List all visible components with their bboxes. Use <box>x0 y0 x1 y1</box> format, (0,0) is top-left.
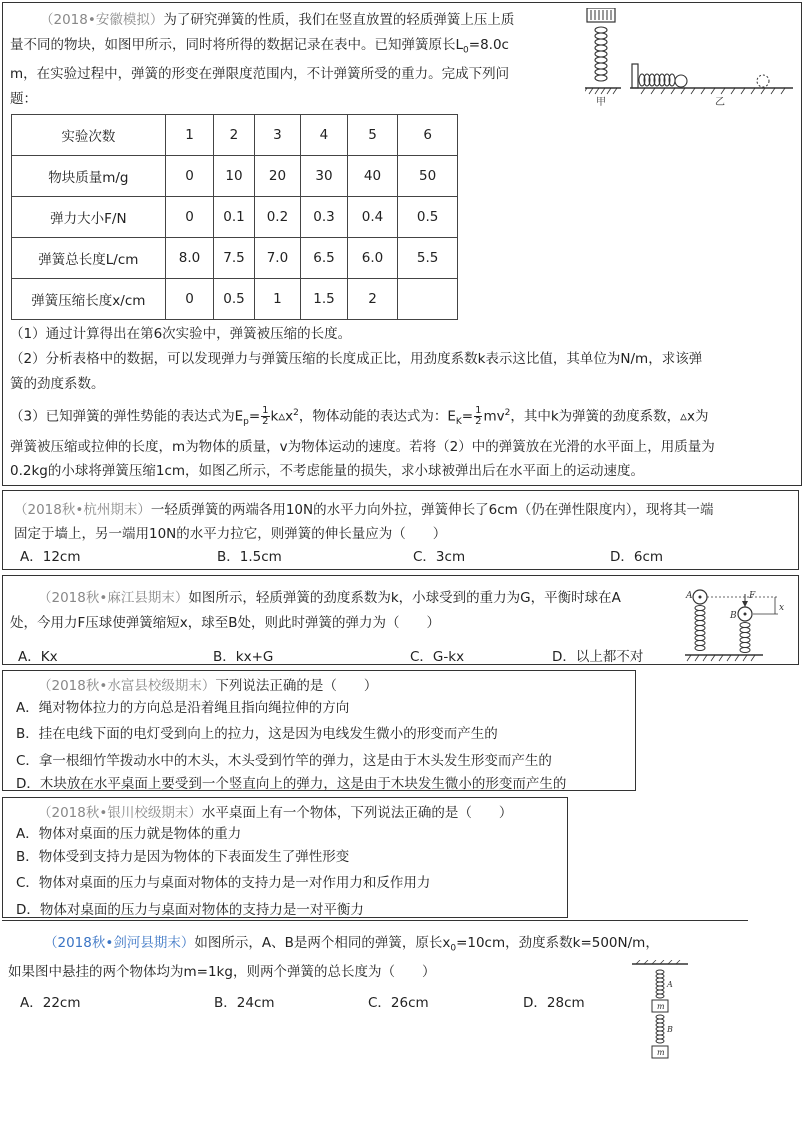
table-cell: 弹力大小F/N <box>12 197 166 238</box>
fig-label-jia: 甲 <box>596 97 606 108</box>
table-cell: 弹簧压缩长度x/cm <box>12 279 166 320</box>
table-cell: 1 <box>165 115 214 156</box>
table-cell: 20 <box>254 156 301 197</box>
q2-text-line-1: （2018秋•杭州期末）一轻质弹簧的两端各用10N的水平力向外拉，弹簧伸长了6cm（仍在弹性限度内），现将其一端 <box>14 502 714 518</box>
q1-part-2-line-2: 簧的劲度系数。 <box>10 376 105 392</box>
table-cell: 6 <box>398 115 458 156</box>
table-cell: 实验次数 <box>12 115 166 156</box>
q6-source: （2018秋•剑河县期末） <box>44 935 195 951</box>
q1-part-3-line-3: 0.2kg的小球将弹簧压缩1cm，如图乙所示，不考虑能量的损失，求小球被弹出后在水平面上的运动速度。 <box>10 463 645 479</box>
q3-source: （2018秋•麻江县期末） <box>38 590 189 606</box>
q3-option-d[interactable]: D．以上都不对 <box>552 649 644 665</box>
table-cell: 6.0 <box>347 238 398 279</box>
table-cell: 5.5 <box>398 238 458 279</box>
table-row <box>12 197 458 238</box>
table-cell: 4 <box>301 115 348 156</box>
q4-option-d[interactable]: D．木块放在水平桌面上要受到一个竖直向上的弹力，这是由于木块发生微小的形变而产生的 <box>16 776 567 792</box>
table-cell: 40 <box>347 156 398 197</box>
table-row <box>12 156 458 197</box>
q5-text-line: （2018秋•银川校级期末）水平桌面上有一个物体，下列说法正确的是（ ） <box>38 805 513 821</box>
q3-text-line-1: （2018秋•麻江县期末）如图所示，轻质弹簧的劲度系数为k，小球受到的重力为G，平衡时球在A <box>38 590 621 606</box>
q6-top-divider <box>2 920 748 921</box>
q1-intro-line-4: 题： <box>10 91 37 107</box>
q1-spring-figure <box>585 8 795 108</box>
q4-source: （2018秋•水富县校级期末） <box>38 678 216 694</box>
q1-intro-line-3: m，在实验过程中，弹簧的形变在弹限度范围内，不计弹簧所受的重力。完成下列问 <box>10 66 510 82</box>
q6-option-b[interactable]: B．24cm <box>214 995 275 1011</box>
q4-text-line: （2018秋•水富县校级期末）下列说法正确的是（ ） <box>38 678 378 694</box>
q2-option-c[interactable]: C．3cm <box>413 549 466 565</box>
svg-text:F: F <box>749 591 756 601</box>
table-cell: 0.4 <box>347 197 398 238</box>
q5-option-b[interactable]: B．物体受到支持力是因为物体的下表面发生了弹性形变 <box>16 849 350 865</box>
svg-text:x: x <box>779 603 785 613</box>
q5-source: （2018秋•银川校级期末） <box>38 805 202 821</box>
q2-option-d[interactable]: D．6cm <box>610 549 664 565</box>
q1-data-table <box>11 114 458 320</box>
q3-option-c[interactable]: C．G-kx <box>410 649 465 665</box>
table-cell: 弹簧总长度L/cm <box>12 238 166 279</box>
q1-source: （2018•安徽模拟） <box>40 12 164 28</box>
q6-option-d[interactable]: D．28cm <box>523 995 585 1011</box>
table-cell: 6.5 <box>301 238 348 279</box>
table-cell: 0.3 <box>301 197 348 238</box>
table-cell: 2 <box>214 115 254 156</box>
q4-option-a[interactable]: A．绳对物体拉力的方向总是沿着绳且指向绳拉伸的方向 <box>16 700 350 716</box>
table-cell: 10 <box>214 156 254 197</box>
q5-option-a[interactable]: A．物体对桌面的压力就是物体的重力 <box>16 826 242 842</box>
table-cell: 0.2 <box>254 197 301 238</box>
svg-text:m: m <box>657 1048 665 1057</box>
table-cell: 2 <box>347 279 398 320</box>
table-cell: 0 <box>165 279 214 320</box>
fraction-half: $\frac{1}{2}$ <box>475 405 482 427</box>
q2-source: （2018秋•杭州期末） <box>14 502 151 518</box>
svg-text:A: A <box>686 591 693 601</box>
table-cell: 30 <box>301 156 348 197</box>
table-cell: 50 <box>398 156 458 197</box>
q6-option-a[interactable]: A．22cm <box>20 995 81 1011</box>
q1-part-3-line-2: 弹簧被压缩或拉伸的长度，m为物体的质量，v为物体运动的速度。若将（2）中的弹簧放在光滑的水平面上，用质量为 <box>10 439 715 455</box>
table-cell: 0 <box>165 156 214 197</box>
table-row <box>12 279 458 320</box>
svg-text:A: A <box>667 980 673 989</box>
q5-option-c[interactable]: C．物体对桌面的压力与桌面对物体的支持力是一对作用力和反作用力 <box>16 875 431 891</box>
fraction-half: $\frac{1}{2}$ <box>262 405 269 427</box>
q4-option-c[interactable]: C．拿一根细竹竿拨动水中的木头，木头受到竹竿的弹力，这是由于木头发生形变而产生的 <box>16 753 552 769</box>
q6-text-line-2: 如果图中悬挂的两个物体均为m=1kg，则两个弹簧的总长度为（ ） <box>8 964 436 980</box>
q3-text-line-2: 处，今用力F压球使弹簧缩短x，球至B处，则此时弹簧的弹力为（ ） <box>10 615 441 631</box>
table-row <box>12 238 458 279</box>
table-cell: 5 <box>347 115 398 156</box>
q3-option-b[interactable]: B．kx+G <box>213 649 274 665</box>
q1-intro-text-1: 为了研究弹簧的性质，我们在竖直放置的轻质弹簧上压上质 <box>163 12 515 28</box>
fig-label-yi: 乙 <box>715 97 725 108</box>
table-cell: 0.5 <box>398 197 458 238</box>
q3-spring-ball-figure <box>683 580 793 662</box>
table-cell: 0.5 <box>214 279 254 320</box>
q1-intro-line-1 <box>40 10 514 30</box>
table-cell: 0 <box>165 197 214 238</box>
q4-option-b[interactable]: B．挂在电线下面的电灯受到向上的拉力，这是因为电线发生微小的形变而产生的 <box>16 726 498 742</box>
table-cell <box>398 279 458 320</box>
table-cell: 1 <box>254 279 301 320</box>
q3-option-a[interactable]: A．Kx <box>18 649 58 665</box>
q5-option-d[interactable]: D．物体对桌面的压力与桌面对物体的支持力是一对平衡力 <box>16 902 364 918</box>
table-cell: 0.1 <box>214 197 254 238</box>
q1-part-2-line-1: （2）分析表格中的数据，可以发现弹力与弹簧压缩的长度成正比，用劲度系数k表示这比值，其单位为N/m，求该弹 <box>10 351 703 367</box>
table-cell: 1.5 <box>301 279 348 320</box>
table-row <box>12 115 458 156</box>
table-cell: 7.5 <box>214 238 254 279</box>
svg-text:B: B <box>667 1025 673 1034</box>
table-cell: 8.0 <box>165 238 214 279</box>
q6-text-line-1: （2018秋•剑河县期末）如图所示，A、B是两个相同的弹簧，原长$x_0=10cm$，劲度系数k=500N/m， <box>44 935 659 954</box>
q2-text-line-2: 固定于墙上，另一端用10N的水平力拉它，则弹簧的伸长量应为（ ） <box>14 526 447 542</box>
q6-option-c[interactable]: C．26cm <box>368 995 429 1011</box>
q1-part-3-line-1: （3）已知弹簧的弹性势能的表达式为$E_p=$ $\frac{1}{2}$ $k▵x^2$，物体动能的表达式为：$E_K=$ $\frac{1}{2}$ $mv^2$，其中k为弹簧的劲度系数，▵x为 <box>10 405 709 428</box>
table-cell: 3 <box>254 115 301 156</box>
q6-hanging-springs-figure <box>630 960 690 1064</box>
svg-text:B: B <box>730 611 737 621</box>
q2-option-a[interactable]: A．12cm <box>20 549 81 565</box>
table-cell: 7.0 <box>254 238 301 279</box>
q2-option-b[interactable]: B．1.5cm <box>217 549 282 565</box>
q1-intro-line-2: 量不同的物块，如图甲所示，同时将所得的数据记录在表中。已知弹簧原长$L_0=8.0c$ <box>10 37 509 56</box>
q1-part-1: （1）通过计算得出在第6次实验中，弹簧被压缩的长度。 <box>10 326 352 342</box>
table-cell: 物块质量m/g <box>12 156 166 197</box>
svg-text:m: m <box>657 1002 665 1011</box>
